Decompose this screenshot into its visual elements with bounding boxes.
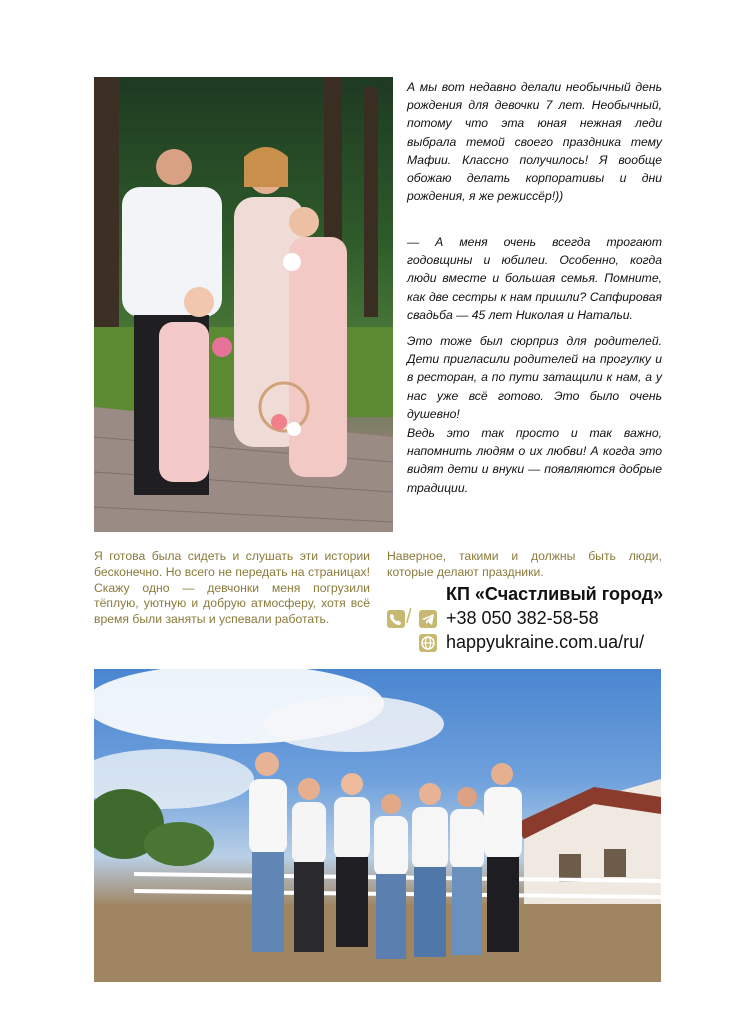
closing-quote-left: Я готова была сидеть и слушать эти истории бесконечно. Но всего не передать на страницах! Скажу одно — девчонки меня погрузили тёплую, уютную и добрую атмосферу, хотя всё время были заняты и успевали работать.	[94, 549, 370, 627]
family-photo	[94, 77, 393, 532]
story-paragraph-1: А мы вот недавно делали необычный день рождения для девочки 7 лет. Необычный, потому что эта юная нежная леди выбрала темой своего праздника тему Мафии. Классно получилось! Я вообще обожаю делать корпоративы и дни рождения, я же режиссёр!))	[407, 80, 662, 204]
team-photo	[94, 669, 661, 982]
family-photo-art	[94, 77, 393, 532]
icon-separator: /	[406, 606, 412, 628]
globe-icon[interactable]	[419, 634, 437, 652]
story-paragraph-3: Это тоже был сюрприз для родителей. Дети пригласили родителей на прогулку и в ресторан, а по пути затащили к нам, а у нас уже всё готово. Это было очень душевно!	[407, 334, 662, 421]
story-paragraph-2: — А меня очень всегда трогают годовщины и юбилеи. Особенно, когда люди вместе и большая семья. Помните, как две сестры к нам пришли? Сапфировая свадьба — 45 лет Николая и Натальи.	[407, 235, 662, 322]
telegram-icon[interactable]	[419, 610, 437, 628]
website-link[interactable]: happyukraine.com.ua/ru/	[446, 632, 645, 652]
team-photo-art	[94, 669, 661, 982]
story-paragraph-4: Ведь это так просто и так важно, напомнить людям о их любви! А когда это видят дети и внуки — появляются добрые традиции.	[407, 426, 662, 495]
company-name: КП «Счастливый город»	[446, 584, 664, 604]
closing-quote-right: Наверное, такими и должны быть люди, которые делают праздники.	[387, 549, 662, 579]
viber-icon[interactable]	[387, 610, 405, 628]
phone-number[interactable]: +38 050 382-58-58	[446, 608, 599, 628]
